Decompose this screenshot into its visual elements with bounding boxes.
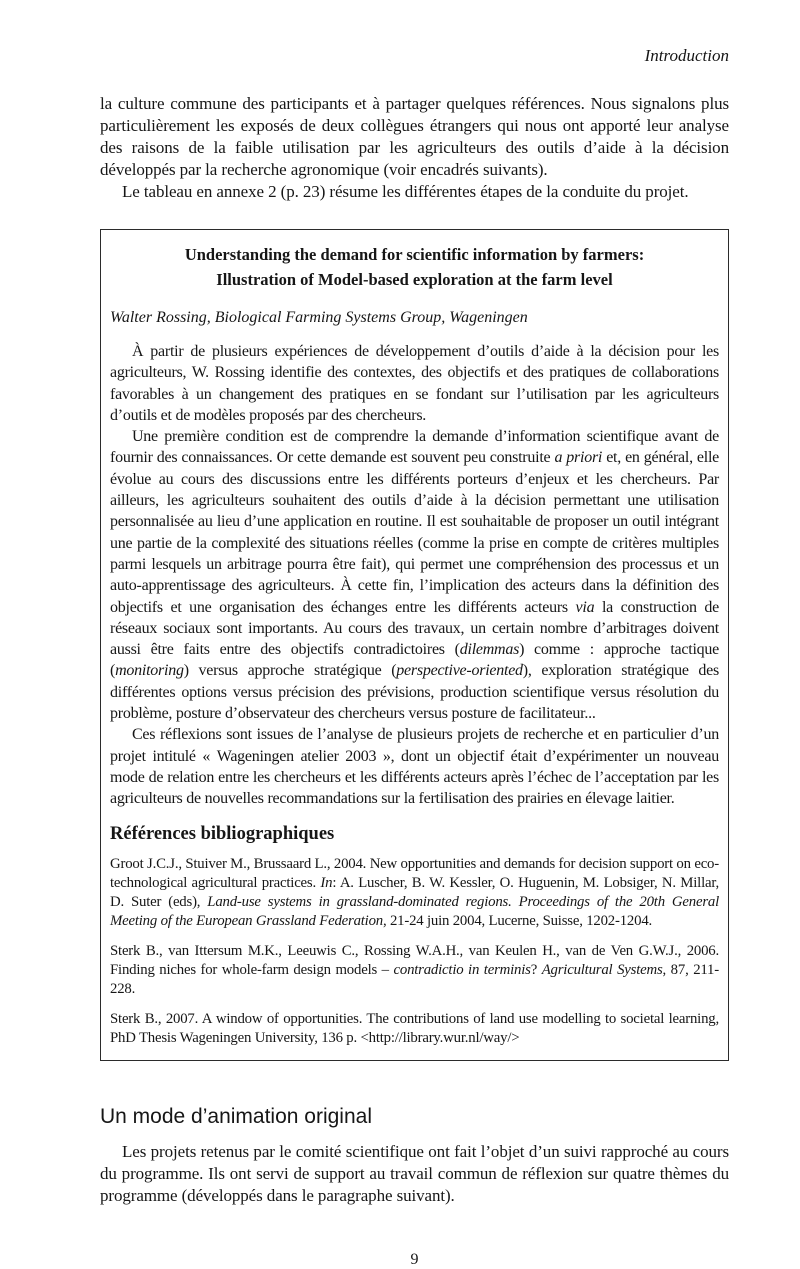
reference-item: Sterk B., 2007. A window of opportunities. The contributions of land use modelling to societal learning, PhD Thesis Wageningen University, 136 p. <http://library.wur.nl/way/> (110, 1010, 719, 1046)
box-paragraph: Une première condition est de comprendre la demande d’information scientifique avant de fournir des connaissances. Or cette demande est souvent peu construite a priori et, en général, elle évolue au cours des discussions entre les différents porteurs d’enjeux et les chercheurs. Par ailleurs, les agriculteurs souhaitent des outils d’aide à la décision permettant une utilisation personnalisée au lieu d’une application en routine. Il est souhaitable de proposer un outil intégrant une partie de la complexité des situations réelles (comme la prise en compte de critères multiples parmi lesquels un arbitrage pourra être fait), qui permet une compréhension des processus et un auto-apprentissage des agriculteurs. À cette fin, l’implication des acteurs dans la définition des objectifs et une organisation des échanges entre les différents acteurs via la construction de réseaux sociaux sont importants. Au cours des travaux, un certain nombre d’arbitrages doivent aussi être faits entre des objectifs contradictoires (dilemmas) comme : approche tactique (monitoring) versus approche stratégique (perspective-oriented), exploration stratégique des différentes options versus précision des prévisions, production scientifique versus résolution du problème, posture d’observateur des chercheurs versus posture de facilitateur... (110, 428, 720, 723)
body-paragraph: Le tableau en annexe 2 (p. 23) résume les différentes étapes de la conduite du projet. (122, 182, 689, 201)
box-title-line: Understanding the demand for scientific information by farmers: (184, 245, 645, 264)
box-paragraph: Ces réflexions sont issues de l’analyse de plusieurs projets de recherche et en particulier d’un projet intitulé « Wageningen atelier 2003 », dont un objectif était d’expérimenter un nouveau mode de relation entre les chercheurs et les différents acteurs après l’échec de l’acceptation par les agriculteurs de nouvelles recommandations sur la fertilisation des prairies en élevage laitier. (110, 726, 719, 808)
page-number: 9 (410, 1250, 419, 1268)
running-header (100, 46, 729, 66)
box-paragraph: À partir de plusieurs expériences de développement d’outils d’aide à la décision pour les agriculteurs, W. Rossing identifie des contextes, des objectifs et des pratiques de collaborations favorables à un changement des pratiques en se fondant sur l’utilisation par les agriculteurs d’outils et de modèles proposés par des chercheurs. (110, 343, 719, 424)
running-title: Introduction (644, 46, 729, 65)
body-paragraph: la culture commune des participants et à partager quelques références. Nous signalons plus particulièrement les exposés de deux collègues étrangers qui nous ont apporté leur analyse des raisons de la faible utilisation par les agriculteurs des outils d’aide à la décision développés par la recherche agronomique (voir encadrés suivants). (100, 94, 729, 179)
section-heading: Un mode d’animation original (100, 1104, 372, 1128)
body-paragraph: Les projets retenus par le comité scientifique ont fait l’objet d’un suivi rapproché au cours du programme. Ils ont servi de support au travail commun de réflexion sur quatre thèmes du programme (développés dans le paragraphe suivant). (100, 1141, 729, 1205)
reference-item: Groot J.C.J., Stuiver M., Brussaard L., 2004. New opportunities and demands for decision support on eco-technological agricultural practices. In: A. Luscher, B. W. Kessler, O. Huguenin, M. Lobsiger, N. Millar, D. Suter (eds), Land-use systems in grassland-dominated regions. Proceedings of the 20th General Meeting of the European Grassland Federation, 21-24 juin 2004, Lucerne, Suisse, 1202-1204. (110, 855, 719, 929)
box-title (110, 242, 719, 292)
inset-box (100, 229, 729, 1061)
box-author-line: Walter Rossing, Biological Farming Systems Group, Wageningen (110, 309, 528, 326)
reference-item: Sterk B., van Ittersum M.K., Leeuwis C., Rossing W.A.H., van Keulen H., van de Ven G.W.J., 2006. Finding niches for whole-farm design models – contradictio in terminis? Agricultural Systems, 87, 211-228. (110, 942, 719, 997)
box-title-line: Illustration of Model-based exploration at the farm level (216, 270, 613, 289)
references-heading: Références bibliographiques (110, 823, 335, 844)
